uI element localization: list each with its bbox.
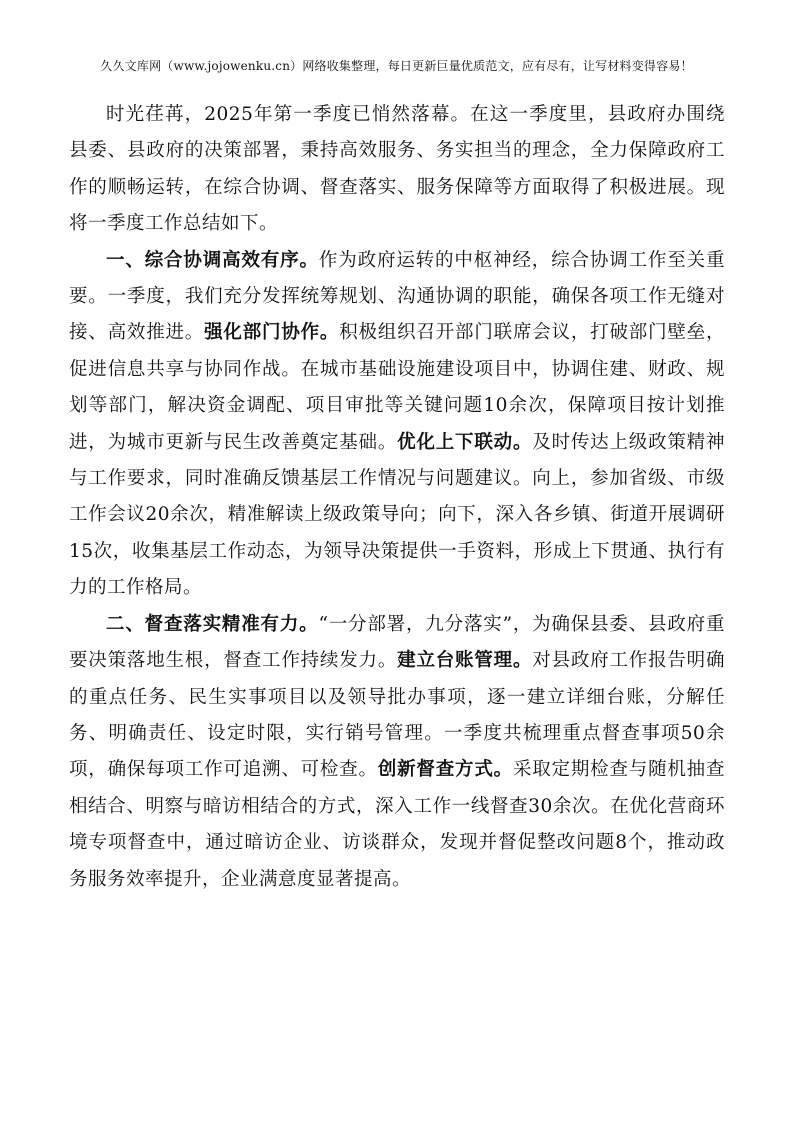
- section-2-subheading-a: 建立台账管理。: [397, 650, 533, 672]
- page-header-watermark: 久久文库网（www.jojowenku.cn）网络收集整理，每日更新巨量优质范文，应有尽有，让写材料变得容易！: [100, 59, 693, 73]
- section-1-text-b: 积极组织召开部门联席会议，打破部门壁垒，促进信息共享与协同作战。在城市基础设施建设项目中，协调住建、财政、规划等部门，解决资金调配、项目审批等关键问题10余次，保障项目按计划推进，为城市更新与民生改善奠定基础。: [69, 322, 725, 453]
- section-2-paragraph: [69, 607, 725, 898]
- document-body: [69, 97, 725, 898]
- section-2-text-c: 采取定期检查与随机抽查相结合、明察与暗访相结合的方式，深入工作一线督查30余次。在优化营商环境专项督查中，通过暗访企业、访谈群众，发现并督促整改问题8个，推动政务服务效率提升，企业满意度显著提高。: [69, 759, 725, 890]
- section-1-text-a: 作为政府运转的中枢神经，综合协调工作至关重要。一季度，我们充分发挥统筹规划、沟通协调的职能，确保各项工作无缝对接、高效推进。: [69, 249, 725, 344]
- section-2-text-a: “一分部署，九分落实”，为确保县委、县政府重要决策落地生根，督查工作持续发力。: [69, 613, 725, 672]
- section-2-text-b: 对县政府工作报告明确的重点任务、民生实事项目以及领导批办事项，逐一建立详细台账，分解任务、明确责任、设定时限，实行销号管理。一季度共梳理重点督查事项50余项，确保每项工作可追溯、可检查。: [69, 650, 725, 781]
- section-1-subheading-a: 强化部门协作。: [204, 322, 340, 344]
- section-1-text-c: 及时传达上级政策精神与工作要求，同时准确反馈基层工作情况与问题建议。向上，参加省级、市级工作会议20余次，精准解读上级政策导向；向下，深入各乡镇、街道开展调研15次，收集基层工作动态，为领导决策提供一手资料，形成上下贯通、执行有力的工作格局。: [69, 431, 725, 599]
- section-1-subheading-b: 优化上下联动。: [397, 431, 533, 453]
- section-1-paragraph: [69, 243, 725, 607]
- section-1-heading: 一、综合协调高效有序。: [106, 249, 319, 271]
- section-2-heading: 二、督查落实精准有力。: [106, 613, 319, 635]
- section-2-subheading-b: 创新督查方式。: [377, 759, 513, 781]
- intro-paragraph: 时光荏苒，2025年第一季度已悄然落幕。在这一季度里，县政府办围绕县委、县政府的决策部署，秉持高效服务、务实担当的理念，全力保障政府工作的顺畅运转，在综合协调、督查落实、服务保障等方面取得了积极进展。现将一季度工作总结如下。: [69, 104, 725, 235]
